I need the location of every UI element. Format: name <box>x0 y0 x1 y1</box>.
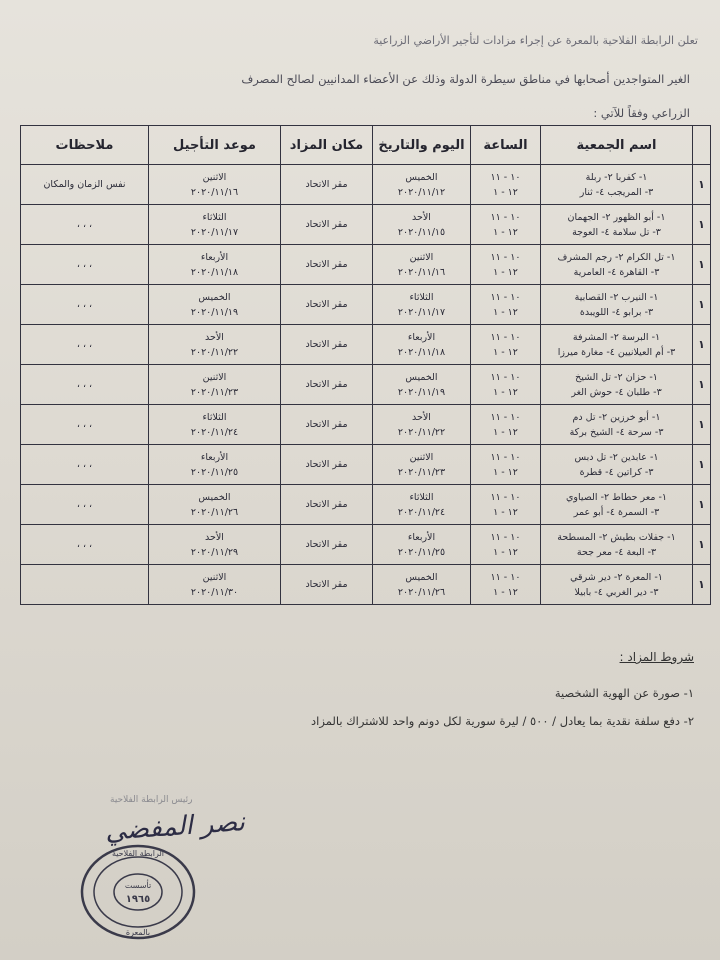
row-association <box>541 365 693 405</box>
postpone-day: الأحد <box>205 331 224 343</box>
row-place <box>281 485 373 525</box>
notes: ، ، ، <box>76 419 93 430</box>
hour-line-2: ١٢ - ١ <box>493 586 518 598</box>
table-header-row <box>21 126 711 165</box>
hour-line-1: ١٠ - ١١ <box>490 571 521 583</box>
row-day-date <box>373 405 471 445</box>
row-day-date <box>373 285 471 325</box>
col-header-association: اسم الجمعية <box>541 126 693 165</box>
row-place <box>281 365 373 405</box>
stamp-top-text: الرابطة الفلاحية <box>111 849 165 858</box>
notes: ، ، ، <box>76 379 93 390</box>
notes: نفس الزمان والمكان <box>43 179 126 190</box>
postpone-date: ٢٠٢٠/١١/١٧ <box>190 226 239 238</box>
place: مقر الاتحاد <box>305 299 348 310</box>
header-line-2: الغير المتواجدين أصحابها في مناطق سيطرة الدولة وذلك عن الأعضاء المدانيين لصالح المصرف <box>241 72 690 86</box>
row-day-date <box>373 565 471 605</box>
row-place <box>281 525 373 565</box>
idx: ١ <box>698 538 705 551</box>
hour-line-1: ١٠ - ١١ <box>490 211 521 223</box>
row-hour <box>471 405 541 445</box>
postpone-day: الأحد <box>205 531 224 543</box>
hour-line-1: ١٠ - ١١ <box>490 491 521 503</box>
assoc-line-1: ١- حزان ٢- تل الشيخ <box>575 371 658 383</box>
row-index <box>693 405 711 445</box>
hour-line-2: ١٢ - ١ <box>493 226 518 238</box>
row-index <box>693 485 711 525</box>
row-postpone <box>149 405 281 445</box>
assoc-line-2: ٣- القاهرة ٤- العامرية <box>573 266 660 278</box>
notes: ، ، ، <box>76 459 93 470</box>
row-place <box>281 285 373 325</box>
place: مقر الاتحاد <box>305 579 348 590</box>
table-row <box>21 445 711 485</box>
notes: ، ، ، <box>76 299 93 310</box>
header-line-1: تعلن الرابطة الفلاحية بالمعرة عن إجراء مزادات لتأجير الأراضي الزراعية <box>373 34 698 47</box>
day: الاثنين <box>409 251 434 263</box>
postpone-date: ٢٠٢٠/١١/٢٣ <box>190 386 239 398</box>
col-header-notes: ملاحظات <box>21 126 149 165</box>
postpone-day: الثلاثاء <box>202 411 227 423</box>
place: مقر الاتحاد <box>305 539 348 550</box>
assoc-line-2: ٣- برابو ٤- اللويبدة <box>579 306 654 318</box>
row-hour <box>471 565 541 605</box>
row-index <box>693 285 711 325</box>
hour-line-2: ١٢ - ١ <box>493 506 518 518</box>
row-notes <box>21 485 149 525</box>
notes: ، ، ، <box>76 219 93 230</box>
table-row <box>21 365 711 405</box>
day: الثلاثاء <box>409 291 434 303</box>
postpone-date: ٢٠٢٠/١١/٢٥ <box>190 466 239 478</box>
idx: ١ <box>698 418 705 431</box>
date: ٢٠٢٠/١١/١٢ <box>397 186 446 198</box>
condition-item-1: ١- صورة عن الهوية الشخصية <box>554 686 694 700</box>
col-header-hour: الساعة <box>471 126 541 165</box>
stamp-center-top: تأسست <box>124 881 152 890</box>
day: الخميس <box>405 171 438 183</box>
row-index <box>693 445 711 485</box>
day: الثلاثاء <box>409 491 434 503</box>
table-row <box>21 205 711 245</box>
row-place <box>281 325 373 365</box>
date: ٢٠٢٠/١١/١٧ <box>397 306 446 318</box>
row-day-date <box>373 525 471 565</box>
assoc-line-1: ١- المعرة ٢- دير شرقي <box>570 571 663 583</box>
condition-item-2: ٢- دفع سلفة نقدية بما يعادل / ٥٠٠ / ليرة سورية لكل دونم واحد للاشتراك بالمزاد <box>311 714 694 728</box>
row-hour <box>471 485 541 525</box>
row-notes <box>21 405 149 445</box>
assoc-line-2: ٣- أم العيلانيين ٤- مغارة ميرزا <box>557 346 676 358</box>
postpone-date: ٢٠٢٠/١١/١٦ <box>190 186 239 198</box>
row-index <box>693 525 711 565</box>
row-index <box>693 365 711 405</box>
col-header-place: مكان المزاد <box>281 126 373 165</box>
hour-line-1: ١٠ - ١١ <box>490 291 521 303</box>
date: ٢٠٢٠/١١/١٥ <box>397 226 446 238</box>
table-row <box>21 485 711 525</box>
table-row <box>21 325 711 365</box>
row-day-date <box>373 445 471 485</box>
day: الاثنين <box>409 451 434 463</box>
row-index <box>693 325 711 365</box>
place: مقر الاتحاد <box>305 459 348 470</box>
row-index <box>693 245 711 285</box>
date: ٢٠٢٠/١١/١٩ <box>397 386 446 398</box>
hour-line-1: ١٠ - ١١ <box>490 371 521 383</box>
row-notes <box>21 205 149 245</box>
date: ٢٠٢٠/١١/٢٢ <box>397 426 446 438</box>
hour-line-2: ١٢ - ١ <box>493 266 518 278</box>
hour-line-2: ١٢ - ١ <box>493 546 518 558</box>
day: الأربعاء <box>407 331 436 343</box>
hour-line-2: ١٢ - ١ <box>493 306 518 318</box>
assoc-line-2: ٣- تل سلامة ٤- العوجة <box>572 226 661 238</box>
day: الخميس <box>405 371 438 383</box>
col-header-day-date: اليوم والتاريخ <box>373 126 471 165</box>
date: ٢٠٢٠/١١/٢٥ <box>397 546 446 558</box>
col-header-index <box>693 126 711 165</box>
assoc-line-2: ٣- المريجب ٤- ثنار <box>579 186 654 198</box>
postpone-day: الأربعاء <box>200 251 229 263</box>
assoc-line-2: ٣- سرحة ٤- الشيخ بركة <box>569 426 664 438</box>
row-hour <box>471 285 541 325</box>
date: ٢٠٢٠/١١/٢٤ <box>397 506 446 518</box>
notes: ، ، ، <box>76 539 93 550</box>
assoc-line-1: ١- أبو خرزين ٢- تل دم <box>572 411 661 423</box>
row-hour <box>471 165 541 205</box>
row-place <box>281 245 373 285</box>
row-day-date <box>373 485 471 525</box>
stamp-center-year: ١٩٦٥ <box>125 894 151 905</box>
row-hour <box>471 325 541 365</box>
day: الخميس <box>405 571 438 583</box>
row-notes <box>21 365 149 405</box>
row-day-date <box>373 165 471 205</box>
hour-line-1: ١٠ - ١١ <box>490 251 521 263</box>
row-association <box>541 205 693 245</box>
assoc-line-2: ٣- البعة ٤- معر جحة <box>576 546 657 558</box>
notes: ، ، ، <box>76 339 93 350</box>
postpone-date: ٢٠٢٠/١١/١٩ <box>190 306 239 318</box>
row-place <box>281 445 373 485</box>
assoc-line-2: ٣- طلبان ٤- حوش الغر <box>571 386 662 398</box>
place: مقر الاتحاد <box>305 259 348 270</box>
place: مقر الاتحاد <box>305 339 348 350</box>
conditions-title: شروط المزاد : <box>619 650 694 664</box>
row-hour <box>471 245 541 285</box>
day: الأربعاء <box>407 531 436 543</box>
assoc-line-2: ٣- كراتين ٤- قطرة <box>579 466 654 478</box>
row-postpone <box>149 485 281 525</box>
place: مقر الاتحاد <box>305 379 348 390</box>
row-postpone <box>149 205 281 245</box>
row-postpone <box>149 165 281 205</box>
postpone-day: الخميس <box>198 291 231 303</box>
postpone-day: الخميس <box>198 491 231 503</box>
row-association <box>541 245 693 285</box>
row-association <box>541 325 693 365</box>
idx: ١ <box>698 258 705 271</box>
assoc-line-1: ١- عابدين ٢- تل دبس <box>574 451 659 463</box>
day: الأحد <box>412 411 431 423</box>
postpone-date: ٢٠٢٠/١١/٣٠ <box>190 586 239 598</box>
postpone-date: ٢٠٢٠/١١/٢٩ <box>190 546 239 558</box>
hour-line-1: ١٠ - ١١ <box>490 331 521 343</box>
notes: ، ، ، <box>76 259 93 270</box>
hour-line-1: ١٠ - ١١ <box>490 411 521 423</box>
table-row <box>21 525 711 565</box>
signature-caption: رئيس الرابطة الفلاحية <box>110 795 193 805</box>
assoc-line-2: ٣- دير الغربي ٤- بابيلا <box>574 586 659 598</box>
table-row <box>21 565 711 605</box>
row-postpone <box>149 445 281 485</box>
date: ٢٠٢٠/١١/٢٦ <box>397 586 446 598</box>
postpone-day: الاثنين <box>202 571 227 583</box>
row-notes <box>21 165 149 205</box>
idx: ١ <box>698 298 705 311</box>
official-stamp <box>78 842 198 942</box>
assoc-line-1: ١- النيرب ٢- القصابية <box>574 291 659 303</box>
header-line-3: الزراعي وفقاً للآتي : <box>593 106 690 120</box>
hour-line-1: ١٠ - ١١ <box>490 171 521 183</box>
postpone-date: ٢٠٢٠/١١/٢٤ <box>190 426 239 438</box>
hour-line-2: ١٢ - ١ <box>493 186 518 198</box>
row-day-date <box>373 325 471 365</box>
day: الأحد <box>412 211 431 223</box>
row-hour <box>471 205 541 245</box>
assoc-line-2: ٣- السمرة ٤- أبو عمر <box>573 506 660 518</box>
place: مقر الاتحاد <box>305 179 348 190</box>
row-notes <box>21 445 149 485</box>
row-hour <box>471 445 541 485</box>
assoc-line-1: ١- معر حطاط ٢- الصياوي <box>566 491 667 503</box>
idx: ١ <box>698 378 705 391</box>
row-postpone <box>149 565 281 605</box>
row-association <box>541 285 693 325</box>
postpone-day: الاثنين <box>202 371 227 383</box>
row-index <box>693 165 711 205</box>
row-association <box>541 165 693 205</box>
postpone-date: ٢٠٢٠/١١/٢٦ <box>190 506 239 518</box>
place: مقر الاتحاد <box>305 419 348 430</box>
date: ٢٠٢٠/١١/٢٣ <box>397 466 446 478</box>
place: مقر الاتحاد <box>305 219 348 230</box>
date: ٢٠٢٠/١١/١٨ <box>397 346 446 358</box>
table-row <box>21 165 711 205</box>
row-postpone <box>149 325 281 365</box>
table-row <box>21 405 711 445</box>
hour-line-2: ١٢ - ١ <box>493 346 518 358</box>
idx: ١ <box>698 338 705 351</box>
postpone-date: ٢٠٢٠/١١/١٨ <box>190 266 239 278</box>
assoc-line-1: ١- تل الكرام ٢- رجم المشرف <box>557 251 676 263</box>
row-hour <box>471 365 541 405</box>
stamp-icon <box>78 842 198 942</box>
hour-line-2: ١٢ - ١ <box>493 386 518 398</box>
row-day-date <box>373 205 471 245</box>
postpone-day: الاثنين <box>202 171 227 183</box>
auction-conditions <box>311 650 694 742</box>
row-day-date <box>373 245 471 285</box>
hour-line-2: ١٢ - ١ <box>493 466 518 478</box>
row-notes <box>21 285 149 325</box>
row-notes <box>21 525 149 565</box>
row-association <box>541 525 693 565</box>
row-place <box>281 205 373 245</box>
row-day-date <box>373 365 471 405</box>
row-notes <box>21 245 149 285</box>
row-notes <box>21 325 149 365</box>
row-postpone <box>149 245 281 285</box>
table-row <box>21 285 711 325</box>
row-association <box>541 485 693 525</box>
row-association <box>541 405 693 445</box>
row-postpone <box>149 525 281 565</box>
postpone-date: ٢٠٢٠/١١/٢٢ <box>190 346 239 358</box>
table-body <box>21 165 711 605</box>
hour-line-1: ١٠ - ١١ <box>490 531 521 543</box>
stamp-bottom-text: بالمعرة <box>125 928 151 937</box>
row-place <box>281 565 373 605</box>
row-place <box>281 165 373 205</box>
place: مقر الاتحاد <box>305 499 348 510</box>
row-postpone <box>149 285 281 325</box>
row-association <box>541 565 693 605</box>
signature: نصر المفضي <box>104 807 246 847</box>
col-header-postpone: موعد التأجيل <box>149 126 281 165</box>
row-index <box>693 565 711 605</box>
idx: ١ <box>698 458 705 471</box>
row-place <box>281 405 373 445</box>
row-notes <box>21 565 149 605</box>
hour-line-1: ١٠ - ١١ <box>490 451 521 463</box>
auction-schedule-table <box>20 125 711 605</box>
date: ٢٠٢٠/١١/١٦ <box>397 266 446 278</box>
postpone-day: الثلاثاء <box>202 211 227 223</box>
idx: ١ <box>698 218 705 231</box>
idx: ١ <box>698 178 705 191</box>
table-row <box>21 245 711 285</box>
assoc-line-1: ١- البرسة ٢- المشرفة <box>572 331 661 343</box>
row-association <box>541 445 693 485</box>
assoc-line-1: ١- كفربا ٢- ربلة <box>585 171 648 183</box>
row-hour <box>471 525 541 565</box>
postpone-day: الأربعاء <box>200 451 229 463</box>
assoc-line-1: ١- جفلات بطيش ٢- المسطحة <box>557 531 676 543</box>
assoc-line-1: ١- أبو الظهور ٢- الجهمان <box>567 211 666 223</box>
notes: ، ، ، <box>76 499 93 510</box>
row-index <box>693 205 711 245</box>
row-postpone <box>149 365 281 405</box>
idx: ١ <box>698 578 705 591</box>
hour-line-2: ١٢ - ١ <box>493 426 518 438</box>
idx: ١ <box>698 498 705 511</box>
